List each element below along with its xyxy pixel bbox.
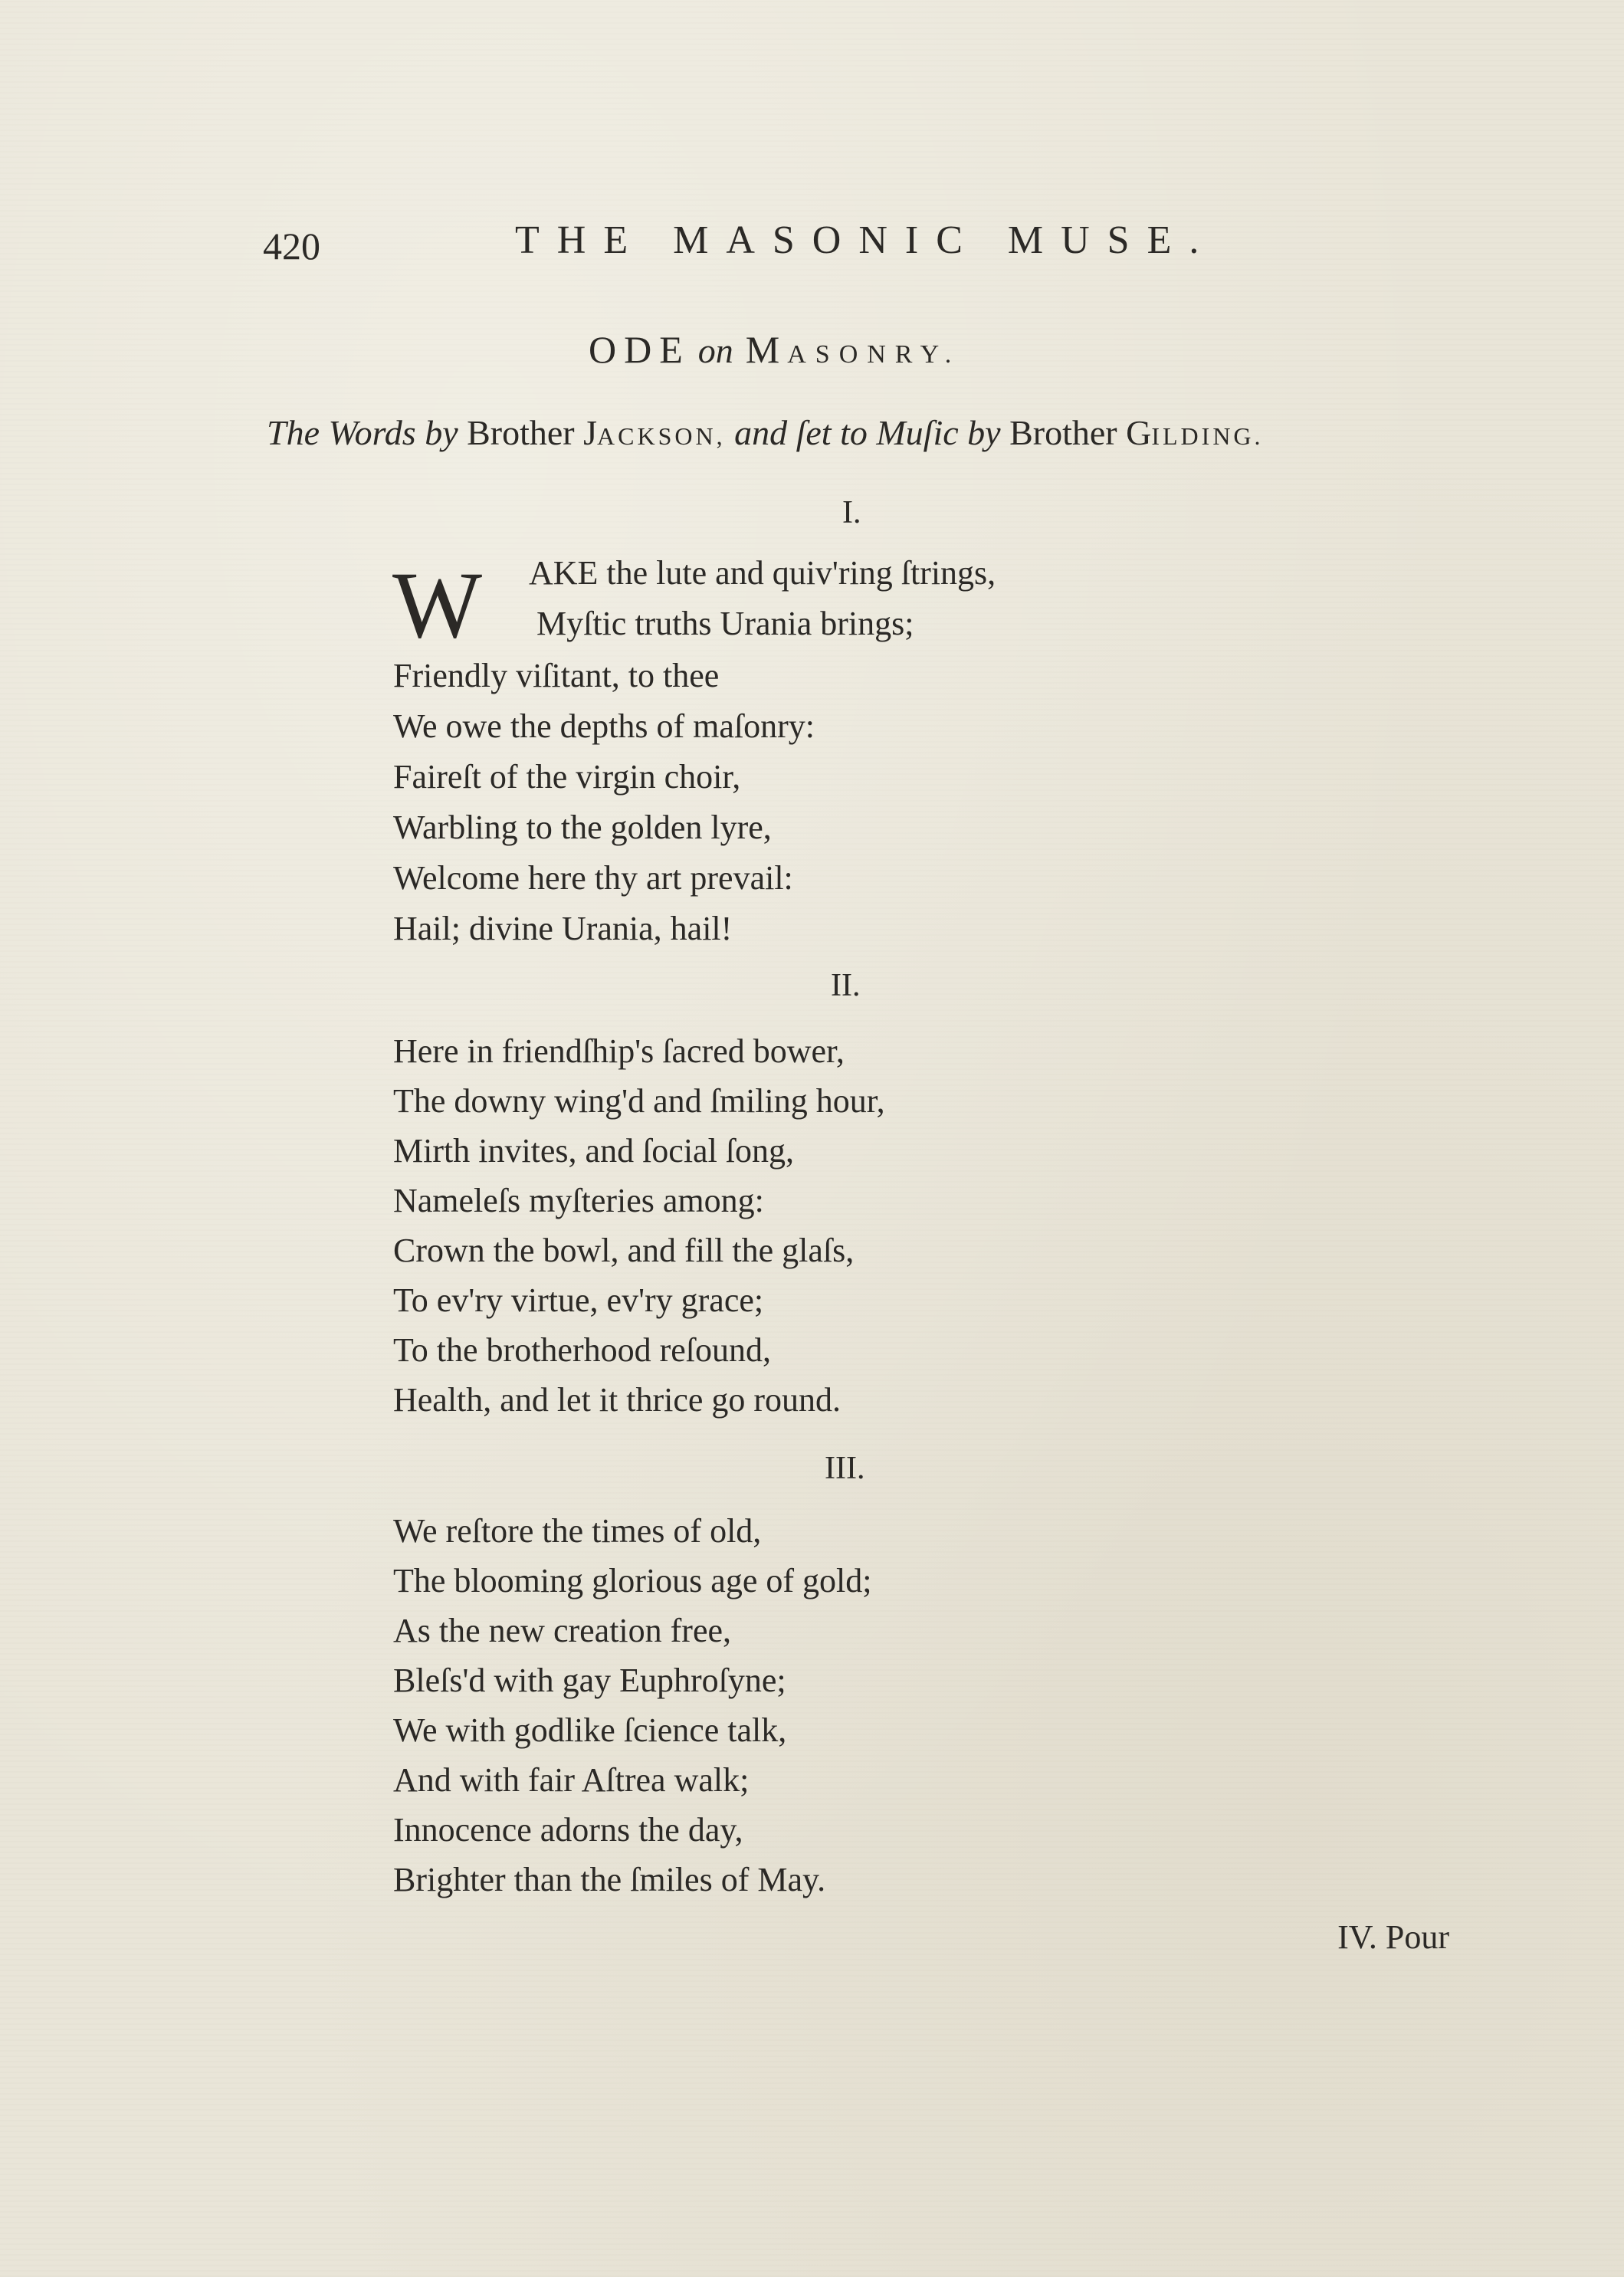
- poem-line: Innocence adorns the day,: [393, 1811, 743, 1849]
- credits-brother-g: Brother G: [1009, 413, 1152, 452]
- poem-line: Crown the bowl, and fill the glaſs,: [393, 1232, 855, 1269]
- poem-line: Nameleſs myſteries among:: [393, 1182, 764, 1219]
- ode-title: [589, 327, 960, 372]
- poem-line: Health, and let it thrice go round.: [393, 1381, 842, 1419]
- ode-title-on: on: [697, 331, 733, 370]
- credits-line: [267, 412, 1264, 453]
- ode-title-first: ODE: [589, 328, 691, 371]
- poem-line: And with fair Aſtrea walk;: [393, 1761, 750, 1799]
- credits-set-to-music: and ſet to Muſic by: [734, 413, 1001, 452]
- poem-line: To the brotherhood reſound,: [393, 1331, 772, 1369]
- poem-line: Myſtic truths Urania brings;: [536, 605, 914, 642]
- poem-line: The downy wing'd and ſmiling hour,: [393, 1082, 885, 1120]
- poem-line: Hail; divine Urania, hail!: [393, 910, 733, 947]
- poem-line: We owe the depths of maſonry:: [393, 707, 815, 745]
- ode-title-cap: M: [745, 328, 788, 371]
- poem-line: Friendly viſitant, to thee: [393, 657, 720, 694]
- poem-line: Welcome here thy art prevail:: [393, 859, 793, 897]
- poem-line: Warbling to the golden lyre,: [393, 809, 772, 846]
- credits-gilding: ILDING.: [1151, 422, 1264, 450]
- ode-title-rest: ASONRY.: [787, 340, 961, 369]
- poem-line: Mirth invites, and ſocial ſong,: [393, 1132, 795, 1170]
- poem-line: Brighter than the ſmiles of May.: [393, 1861, 826, 1898]
- poem-line: To ev'ry virtue, ev'ry grace;: [393, 1281, 764, 1319]
- stanza-number: III.: [825, 1451, 865, 1486]
- poem-line: AKE the lute and quiv'ring ſtrings,: [529, 554, 996, 592]
- catchword: IV. Pour: [1337, 1918, 1449, 1956]
- poem-line: We reſtore the times of old,: [393, 1512, 762, 1550]
- stanza-number: I.: [842, 495, 861, 530]
- poem-line: Faireſt of the virgin choir,: [393, 758, 741, 796]
- poem-line: Bleſs'd with gay Euphroſyne;: [393, 1662, 786, 1699]
- stanza-number: II.: [831, 968, 861, 1003]
- poem-line: We with godlike ſcience talk,: [393, 1711, 787, 1749]
- page-number: 420: [263, 225, 320, 267]
- credits-brother-j: Brother J: [467, 413, 598, 452]
- poem-line: Here in friendſhip's ſacred bower,: [393, 1032, 845, 1070]
- drop-cap: W: [392, 553, 483, 658]
- poem-line: As the new creation free,: [393, 1612, 732, 1649]
- credits-jackson: ACKSON,: [597, 422, 726, 450]
- poem-line: The blooming glorious age of gold;: [393, 1562, 872, 1599]
- credits-words-by: The Words by: [267, 413, 458, 452]
- running-head: THE MASONIC MUSE.: [515, 218, 1217, 262]
